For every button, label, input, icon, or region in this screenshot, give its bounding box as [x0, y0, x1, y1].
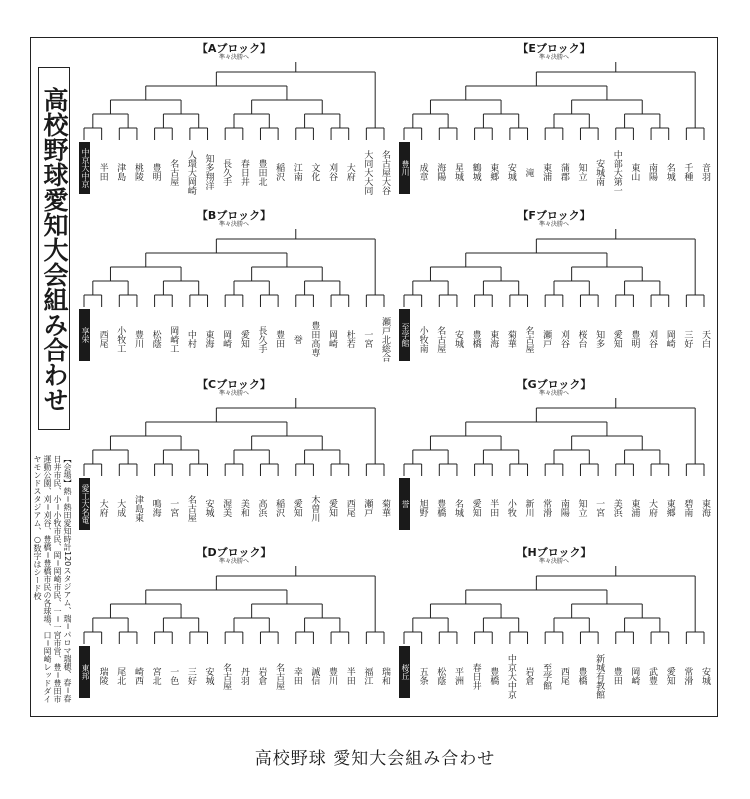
team-name: 半田: [488, 499, 499, 517]
team-name: 文化: [309, 163, 320, 181]
team-name: 星城: [452, 163, 463, 181]
team-name: 一宮: [362, 330, 373, 348]
block-subtitle: 準々決勝へ: [218, 221, 249, 228]
team-name: 蒲郡: [558, 163, 569, 181]
team-name: 渥美: [221, 499, 232, 517]
team-name: 豊田高専: [309, 321, 320, 357]
team-name: 丹羽: [238, 667, 249, 685]
team-name: 名古屋: [168, 158, 179, 186]
seed-team: 東邦: [79, 646, 90, 698]
team-name: 安城: [452, 330, 463, 348]
team-name: 人環大岡崎: [185, 149, 196, 195]
block-b: [80, 207, 388, 372]
image-caption: 高校野球 愛知大会組み合わせ: [254, 749, 496, 769]
team-name: 瀬戸: [541, 330, 552, 348]
team-name: 名古屋: [221, 662, 232, 690]
team-name: 東海: [203, 330, 214, 348]
team-name: 海陽: [435, 163, 446, 181]
team-name: 豊川: [327, 667, 338, 685]
team-name: 西尾: [97, 330, 108, 348]
team-name: 崎西: [132, 667, 143, 685]
team-name: 五条: [417, 667, 428, 685]
team-name: 安城: [203, 667, 214, 685]
team-name: 岡崎: [664, 330, 675, 348]
team-name: 三好: [185, 667, 196, 685]
team-name: 稲沢: [274, 499, 285, 517]
team-name: 中京大中京: [505, 653, 516, 699]
team-name: 小牧: [505, 499, 516, 517]
team-name: 東郷: [488, 163, 499, 181]
team-name: 平洲: [452, 667, 463, 685]
block-title: 【Fブロック】: [517, 209, 591, 222]
team-name: 岡崎: [629, 667, 640, 685]
team-name: 木曽川: [309, 494, 320, 522]
team-name: 愛知: [611, 330, 622, 348]
team-name: 武豊: [647, 667, 658, 685]
team-name: 宮北: [150, 667, 161, 685]
title-box: [38, 67, 70, 430]
team-name: 安城: [700, 667, 710, 685]
seed-team: 享栄: [79, 309, 90, 361]
team-name: 名古屋: [274, 662, 285, 690]
team-name: 滝: [523, 167, 534, 177]
block-c: [80, 376, 388, 541]
team-name: 鶴城: [470, 163, 481, 181]
team-name: 岡崎: [327, 330, 338, 348]
team-name: 桃陵: [132, 163, 143, 181]
team-name: 半田: [344, 667, 355, 685]
team-name: 東山: [629, 163, 640, 181]
team-name: 名城: [452, 499, 463, 517]
team-name: 西尾: [344, 499, 355, 517]
seed-team: 桜丘: [399, 646, 410, 698]
team-name: 知多翔洋: [203, 154, 214, 190]
team-name: 旭野: [417, 499, 428, 517]
block-title: 【Cブロック】: [197, 378, 271, 391]
team-name: 岡崎工: [168, 325, 179, 353]
team-name: 松蔭: [435, 667, 446, 685]
team-name: 瀬戸北総合: [380, 316, 390, 362]
block-a: [80, 40, 388, 205]
team-name: 高浜: [256, 499, 267, 517]
team-name: 東浦: [541, 163, 552, 181]
block-title: 【Aブロック】: [196, 42, 272, 55]
team-name: 愛知: [238, 330, 249, 348]
team-name: 新城有教館: [594, 653, 605, 699]
team-name: 春日井: [470, 662, 481, 690]
team-name: 愛知: [327, 499, 338, 517]
team-name: 美和: [238, 499, 249, 517]
team-name: 一色: [168, 667, 179, 685]
team-name: 刈谷: [647, 330, 658, 348]
team-name: 豊田: [274, 330, 285, 348]
team-name: 東海: [488, 330, 499, 348]
team-name: 誠信: [309, 667, 320, 685]
team-name: 安城: [505, 163, 516, 181]
team-name: 南陽: [647, 163, 658, 181]
seed-team: 誉: [399, 478, 410, 530]
seed-team: 豊川: [399, 142, 410, 194]
team-name: 瀬戸: [362, 499, 373, 517]
team-name: 西尾: [558, 667, 569, 685]
team-name: 知立: [576, 163, 587, 181]
team-name: 一宮: [168, 499, 179, 517]
team-name: 愛知: [470, 499, 481, 517]
team-name: 江南: [291, 163, 302, 181]
team-name: 大府: [97, 499, 108, 517]
team-name: 春日井: [238, 158, 249, 186]
team-name: 中村: [185, 330, 196, 348]
team-name: 桜台: [576, 330, 587, 348]
block-title: 【Dブロック】: [196, 546, 272, 559]
team-name: 大成: [115, 499, 126, 517]
team-name: 豊橋: [470, 330, 481, 348]
team-name: 愛知: [291, 499, 302, 517]
page-title: 高校野球愛知大会組み合わせ: [40, 87, 69, 412]
block-title: 【Bブロック】: [196, 209, 272, 222]
team-name: 刈谷: [327, 163, 338, 181]
team-name: 菊華: [380, 499, 390, 517]
team-name: 名古屋: [435, 325, 446, 353]
team-name: 杜若: [344, 330, 355, 348]
team-name: 松蔭: [150, 330, 161, 348]
team-name: 尾北: [115, 667, 126, 685]
team-name: 東浦: [629, 499, 640, 517]
team-name: 豊川: [132, 330, 143, 348]
venue-legend: 【会場】熱＝熱田愛知時計120スタジアム、瑞＝パロマ瑞穂、春＝春日井市民、小＝小牧市民、岡＝岡崎市民、一＝一宮市営、豊＝豊田市運動公園、刈＝刈谷、豊橋＝豊橋市民の各球場、口＝岡崎レッドダイヤモンドスタジアム、○数字はシード校: [33, 455, 72, 703]
block-subtitle: 準々決勝へ: [538, 390, 569, 397]
team-name: 碧南: [682, 499, 693, 517]
team-name: 幸田: [291, 667, 302, 685]
team-name: 刈谷: [558, 330, 569, 348]
team-name: 千種: [682, 163, 693, 181]
team-name: 豊明: [150, 163, 161, 181]
block-g: [400, 376, 708, 541]
team-name: 豊田北: [256, 158, 267, 186]
team-name: 長久手: [256, 325, 267, 353]
team-name: 津島: [115, 163, 126, 181]
team-name: 愛知: [664, 667, 675, 685]
team-name: 豊明: [629, 330, 640, 348]
team-name: 岡崎: [221, 330, 232, 348]
team-name: 三好: [682, 330, 693, 348]
block-subtitle: 準々決勝へ: [218, 54, 249, 61]
team-name: 安城南: [594, 158, 605, 186]
team-name: 菊華: [505, 330, 516, 348]
team-name: 豊橋: [576, 667, 587, 685]
team-name: 新川: [523, 499, 534, 517]
team-name: 名城: [664, 163, 675, 181]
block-subtitle: 準々決勝へ: [538, 558, 569, 565]
team-name: 天白: [700, 330, 710, 348]
block-title: 【Gブロック】: [516, 378, 592, 391]
team-name: 安城: [203, 499, 214, 517]
team-name: 瑞陵: [97, 667, 108, 685]
block-subtitle: 準々決勝へ: [218, 390, 249, 397]
block-d: [80, 544, 388, 709]
team-name: 半田: [97, 163, 108, 181]
team-name: 中部大第一: [611, 149, 622, 195]
team-name: 岩倉: [523, 667, 534, 685]
team-name: 豊田: [611, 667, 622, 685]
team-name: 一宮: [594, 499, 605, 517]
team-name: 知立: [576, 499, 587, 517]
block-f: [400, 207, 708, 372]
team-name: 大府: [647, 499, 658, 517]
seed-team: 中京大中京: [79, 142, 90, 194]
team-name: 鳴海: [150, 499, 161, 517]
team-name: 常滑: [541, 499, 552, 517]
team-name: 東海: [700, 499, 710, 517]
team-name: 大府: [344, 163, 355, 181]
team-name: 東郷: [664, 499, 675, 517]
team-name: 名古屋大谷: [380, 149, 390, 195]
block-e: [400, 40, 708, 205]
team-name: 小牧南: [417, 325, 428, 353]
team-name: 豊橋: [488, 667, 499, 685]
team-name: 成章: [417, 163, 428, 181]
team-name: 長久手: [221, 158, 232, 186]
team-name: 豊橋: [435, 499, 446, 517]
team-name: 名古屋: [185, 494, 196, 522]
seed-team: 至学館: [399, 309, 410, 361]
team-name: 岩倉: [256, 667, 267, 685]
team-name: 稲沢: [274, 163, 285, 181]
team-name: 音羽: [700, 163, 710, 181]
team-name: 美浜: [611, 499, 622, 517]
team-name: 大同大大同: [362, 149, 373, 195]
team-name: 津島東: [132, 494, 143, 522]
block-title: 【Hブロック】: [516, 546, 592, 559]
block-subtitle: 準々決勝へ: [538, 221, 569, 228]
team-name: 南陽: [558, 499, 569, 517]
team-name: 名古屋: [523, 325, 534, 353]
team-name: 福江: [362, 667, 373, 685]
team-name: 知多: [594, 330, 605, 348]
team-name: 小牧工: [115, 325, 126, 353]
team-name: 至学館: [541, 662, 552, 690]
block-subtitle: 準々決勝へ: [218, 558, 249, 565]
block-h: [400, 544, 708, 709]
seed-team: 愛工大名電: [79, 478, 90, 530]
block-subtitle: 準々決勝へ: [538, 54, 569, 61]
team-name: 常滑: [682, 667, 693, 685]
team-name: 瑞和: [380, 667, 390, 685]
team-name: 誉: [291, 334, 302, 344]
block-title: 【Eブロック】: [517, 42, 591, 55]
